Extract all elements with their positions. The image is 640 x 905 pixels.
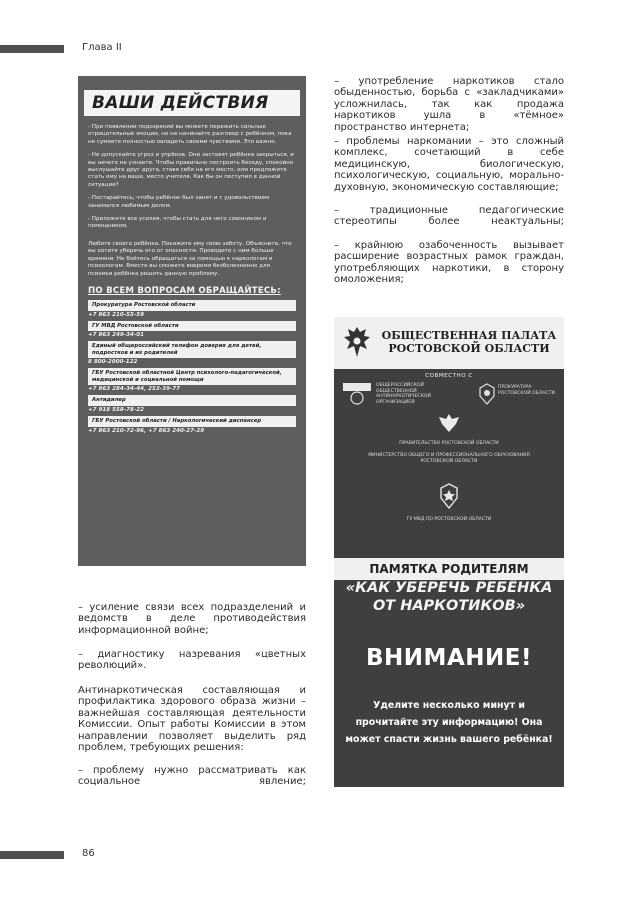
- attention-heading: ВНИМАНИЕ!: [366, 645, 532, 671]
- contact-org: ГБУ Ростовской области / Наркологический диспансер: [88, 416, 296, 427]
- memo-header-title: ОБЩЕСТВЕННАЯ ПАЛАТА РОСТОВСКОЙ ОБЛАСТИ: [381, 329, 557, 355]
- contact-org: ГУ МВД Ростовской области: [88, 321, 296, 332]
- page-number: 86: [82, 848, 95, 859]
- action-item: - Приложите все усилия, чтобы стать для него союзником и помощником.: [88, 216, 267, 230]
- contacts-title: ПО ВСЕМ ВОПРОСАМ ОБРАЩАЙТЕСЬ:: [88, 285, 281, 296]
- action-item: - При появлении подозрений вы можете пережить сильные отрицательные эмоции, но не начинайте разговор с ребёнком, пока не сумеете полностью овладеть своими чувствами. Это важно.: [88, 124, 292, 145]
- partner-organization: ПРАВИТЕЛЬСТВО РОСТОВСКОЙ ОБЛАСТИ: [399, 441, 499, 446]
- closing-text: Любите своего ребёнка. Покажите ему свою заботу. Объясните, что вы хотите уберечь его от опасности. Проводите с ним больше времени. Не бойтесь обращаться за помощью к наркологам и психологам. Вместе вы сможете вовремя безболезненно для психики ребёнка решить данную проблему.: [88, 240, 292, 277]
- paragraph: – употребление наркотиков стало обыденностью, борьба с «закладчиками» усложнилась, так как продажа наркотиков ушла в «тёмное» пространство интернета;: [334, 76, 564, 133]
- partner-organization: ОБЩЕРОССИЙСКОЙ ОБЩЕСТВЕННОЙ АНТИНАРКОТИЧЕСКОЙ ОРГАНИЗАЦИЕЙ: [376, 383, 431, 405]
- prosecutor-emblem-icon: [478, 383, 496, 405]
- paragraph: Антинаркотическая составляющая и профилактика здорового образа жизни – важнейшая составляющая деятельности Комиссии. Опыт работы Комиссии в этом направлении позволяет выделить ряд проблем, требующих решения:: [78, 685, 306, 754]
- contact-org: Антидилер: [88, 395, 296, 406]
- paragraph: – крайнюю озабоченность вызывает расширение возрастных рамок граждан, употребляющих наркотики, в сторону омоложения;: [334, 240, 564, 286]
- action-item: - Постарайтесь, чтобы ребёнок был занят и с удовольствием занимался любимым делом.: [88, 195, 270, 209]
- contact-org: Единый общероссийский телефон доверия для детей, подростков и их родителей: [88, 341, 296, 358]
- paragraph: – усиление связи всех подразделений и ведомств в деле противодействия информационной войне;: [78, 602, 306, 636]
- eagle-crest-icon: [342, 325, 372, 359]
- memo-header: [334, 317, 564, 369]
- contact-phone: +7 918 558-78-22: [88, 407, 145, 414]
- contact-phone: +7 863 210-55-59: [88, 311, 145, 318]
- actions-insert: [78, 76, 306, 566]
- partner-organization: МИНИСТЕРСТВО ОБЩЕГО И ПРОФЕССИОНАЛЬНОГО ОБРАЗОВАНИЯ РОСТОВСКОЙ ОБЛАСТИ: [368, 453, 530, 464]
- action-item: - Не допускайте угроз и упрёков. Они заставят ребёнка закрыться, и вы ничего не узнаете. Чтобы правильно построить беседу, спокойно выслушайте друг друга, ставя себя на его место, или предложите стать ему на ваше, место учителя. Как бы он поступил в данной ситуации?: [88, 152, 294, 188]
- paragraph: – традиционные педагогические стереотипы более неактуальны;: [334, 205, 564, 228]
- chapter-title: Глава II: [82, 42, 122, 53]
- contact-phone: +7 863 210-72-96, +7 863 240-27-29: [88, 427, 205, 434]
- partner-organization: ПРОКУРАТУРА РОСТОВСКОЙ ОБЛАСТИ: [498, 385, 555, 396]
- police-emblem-icon: [438, 483, 460, 509]
- paragraph: – проблемы наркомании – это сложный комплекс, сочетающий в себе медицинскую, биологическую, психологическую, социальную, морально-духовную, экономическую составляющие;: [334, 136, 564, 193]
- contact-org: ГБУ Ростовской областной Центр психолого-педагогической, медицинской и социальной помощи: [88, 368, 296, 385]
- footer-bar: [0, 851, 64, 859]
- government-emblem-icon: [437, 413, 461, 433]
- memo-slogan: «КАК УБЕРЕЧЬ РЕБЁНКА ОТ НАРКОТИКОВ»: [345, 580, 553, 614]
- together-label: СОВМЕСТНО С: [425, 373, 473, 379]
- actions-title: ВАШИ ДЕЙСТВИЯ: [84, 90, 300, 116]
- contact-phone: 8 800-2000-122: [88, 359, 138, 366]
- memo-title: ПАМЯТКА РОДИТЕЛЯМ: [334, 558, 564, 580]
- contact-phone: +7 863 284-34-44, 253-39-77: [88, 386, 180, 393]
- partner-organization: ГУ МВД ПО РОСТОВСКОЙ ОБЛАСТИ: [406, 517, 492, 522]
- contact-org: Прокуратура Ростовской области: [88, 300, 296, 311]
- header-bar: [0, 45, 64, 53]
- paragraph: – проблему нужно рассматривать как социальное явление;: [78, 765, 306, 788]
- organization-logo-icon: [342, 381, 372, 405]
- parents-memo: [334, 317, 564, 787]
- paragraph: – диагностику назревания «цветных революций».: [78, 649, 306, 672]
- attention-text: Уделите несколько минут и прочитайте эту информацию! Она может спасти жизнь вашего ребёнка!: [345, 700, 553, 745]
- contact-phone: +7 863 249-34-01: [88, 332, 145, 339]
